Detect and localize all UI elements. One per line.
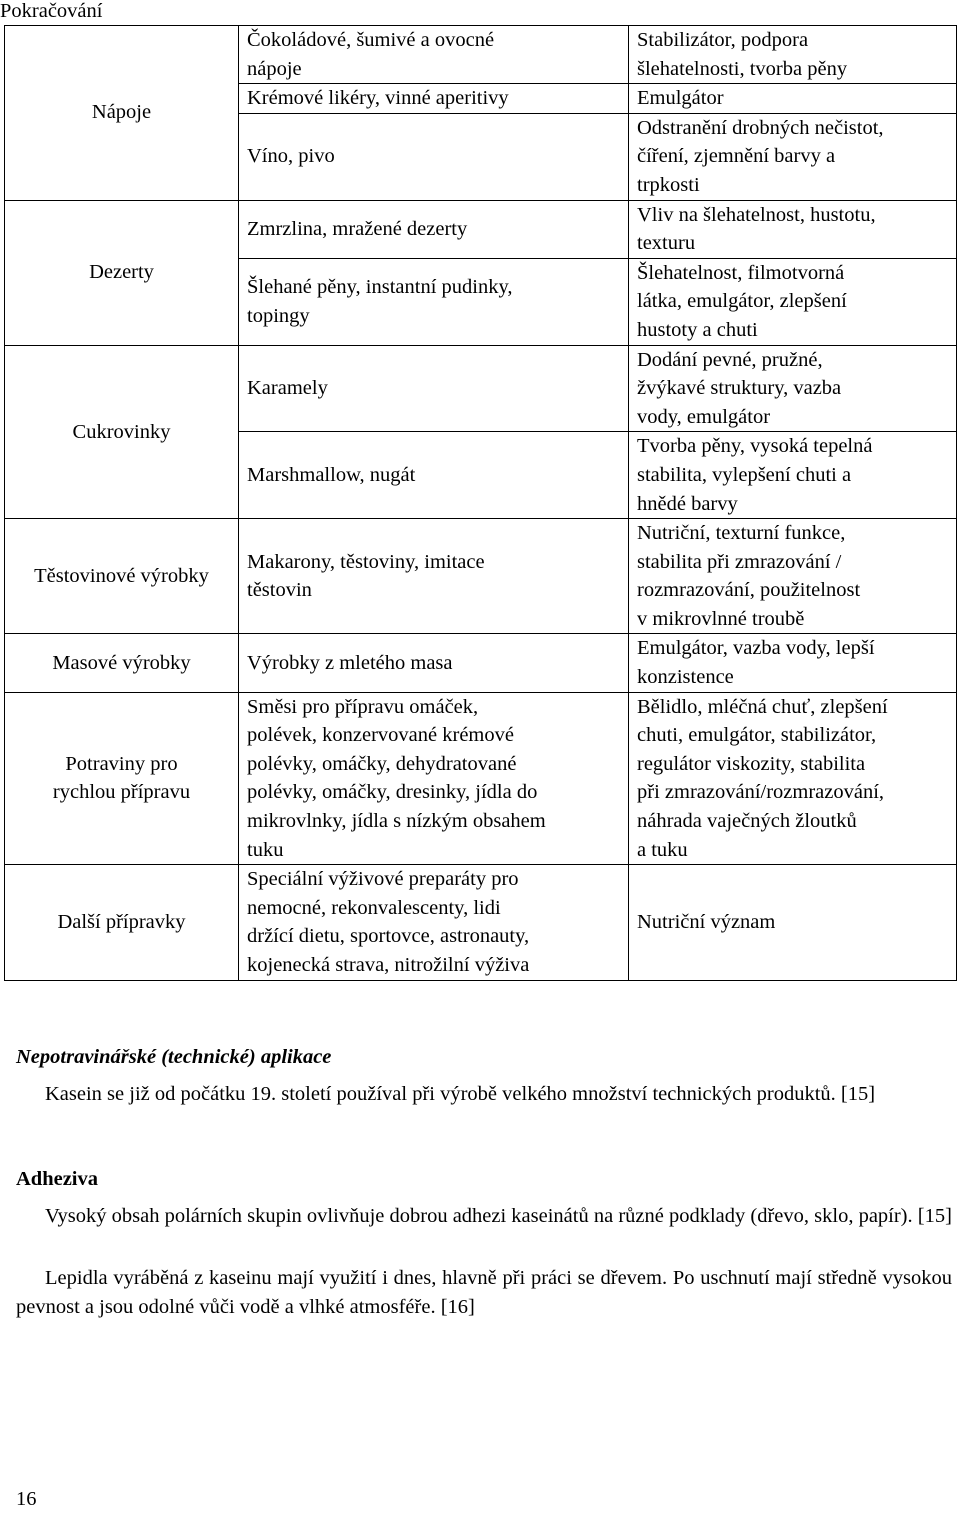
function-text: Nutriční, texturní funkce, bbox=[637, 522, 846, 545]
category-text: Další přípravky bbox=[57, 911, 186, 934]
product-cell bbox=[239, 634, 629, 692]
function-text: v mikrovlnné troubě bbox=[637, 607, 805, 630]
function-text: Stabilizátor, podpora bbox=[637, 29, 809, 51]
product-text: Karamely bbox=[247, 377, 328, 400]
table-row bbox=[5, 634, 957, 692]
table-row bbox=[5, 26, 957, 84]
product-text: Výrobky z mletého masa bbox=[247, 651, 453, 674]
product-cell bbox=[239, 345, 629, 432]
function-text: Odstranění drobných nečistot, bbox=[637, 116, 884, 139]
table-row bbox=[5, 200, 957, 258]
product-text: Marshmallow, nugát bbox=[247, 463, 416, 486]
product-text: Speciální výživové preparáty pro bbox=[247, 868, 519, 891]
product-text: tuku bbox=[247, 838, 284, 861]
function-text: Dodání pevné, pružné, bbox=[637, 348, 823, 371]
product-cell bbox=[239, 258, 629, 345]
function-text: vody, emulgátor bbox=[637, 405, 771, 428]
function-text: stabilita, vylepšení chuti a bbox=[637, 463, 852, 486]
category-text: Nápoje bbox=[91, 101, 152, 124]
function-text: Bělidlo, mléčná chuť, zlepšení bbox=[637, 695, 888, 718]
paragraph-adhesives-1: Vysoký obsah polárních skupin ovlivňuje dobrou adhezi kaseinátů na různé podklady (dřevo, sklo, papír). [15] bbox=[45, 1205, 952, 1227]
function-cell bbox=[629, 345, 957, 432]
category-cell bbox=[5, 634, 239, 692]
function-text: Emulgátor bbox=[637, 87, 724, 110]
product-text: polévek, konzervované krémové bbox=[247, 724, 514, 747]
product-text: Šlehané pěny, instantní pudinky, bbox=[247, 276, 513, 299]
category-cell bbox=[5, 692, 239, 865]
product-text: kojenecká strava, nitrožilní výživa bbox=[247, 954, 530, 976]
page-number: 16 bbox=[16, 1488, 37, 1510]
function-text: Tvorba pěny, vysoká tepelná bbox=[637, 435, 873, 458]
function-text: hnědé barvy bbox=[637, 492, 738, 515]
product-text: nápoje bbox=[247, 57, 302, 80]
table-row bbox=[5, 345, 957, 432]
product-cell bbox=[239, 865, 629, 980]
product-text: Krémové likéry, vinné aperitivy bbox=[247, 87, 509, 110]
category-cell bbox=[5, 26, 239, 201]
function-cell bbox=[629, 200, 957, 258]
function-text: šlehatelnosti, tvorba pěny bbox=[637, 57, 848, 80]
applications-table bbox=[4, 25, 957, 981]
product-text: topingy bbox=[247, 304, 310, 327]
product-cell bbox=[239, 113, 629, 200]
product-text: těstovin bbox=[247, 579, 312, 602]
category-cell bbox=[5, 865, 239, 980]
product-cell bbox=[239, 432, 629, 519]
product-text: Makarony, těstoviny, imitace bbox=[247, 550, 485, 573]
product-text: Čokoládové, šumivé a ovocné bbox=[247, 29, 495, 51]
function-text: rozmrazování, použitelnost bbox=[637, 579, 861, 602]
category-text: Těstovinové výrobky bbox=[34, 564, 209, 587]
function-text: žvýkavé struktury, vazba bbox=[637, 377, 842, 400]
category-cell bbox=[5, 519, 239, 634]
function-cell bbox=[629, 113, 957, 200]
product-text: mikrovlnky, jídla s nízkým obsahem bbox=[247, 810, 546, 833]
product-text: Víno, pivo bbox=[247, 145, 335, 168]
product-text: držící dietu, sportovce, astronauty, bbox=[247, 925, 530, 948]
function-cell bbox=[629, 865, 957, 980]
product-cell bbox=[239, 519, 629, 634]
category-text: Masové výrobky bbox=[52, 651, 191, 674]
product-cell bbox=[239, 692, 629, 865]
product-cell bbox=[239, 200, 629, 258]
category-cell bbox=[5, 200, 239, 345]
category-text: rychlou přípravu bbox=[52, 781, 191, 804]
function-text: číření, zjemnění barvy a bbox=[637, 145, 836, 168]
function-cell bbox=[629, 84, 957, 114]
category-text: Cukrovinky bbox=[72, 420, 171, 443]
function-cell bbox=[629, 519, 957, 634]
function-text: trpkosti bbox=[637, 173, 700, 196]
product-text: polévky, omáčky, dresinky, jídla do bbox=[247, 781, 538, 804]
function-cell bbox=[629, 692, 957, 865]
paragraph-technical: Kasein se již od počátku 19. století používal při výrobě velkého množství technických produktů. [15] bbox=[45, 1083, 876, 1105]
function-text: stabilita při zmrazování / bbox=[637, 550, 842, 573]
function-cell bbox=[629, 634, 957, 692]
section-heading-adhesives: Adheziva bbox=[16, 1168, 98, 1190]
table-row bbox=[5, 865, 957, 980]
function-text: hustoty a chuti bbox=[637, 318, 758, 341]
category-text: Dezerty bbox=[89, 261, 154, 284]
continuation-label: Pokračování bbox=[0, 0, 103, 22]
function-text: konzistence bbox=[637, 666, 734, 689]
function-text: látka, emulgátor, zlepšení bbox=[637, 290, 847, 313]
function-text: při zmrazování/rozmrazování, bbox=[637, 781, 885, 804]
product-cell bbox=[239, 26, 629, 84]
function-text: a tuku bbox=[637, 838, 688, 861]
function-text: chuti, emulgátor, stabilizátor, bbox=[637, 724, 877, 747]
function-cell bbox=[629, 26, 957, 84]
function-cell bbox=[629, 432, 957, 519]
function-text: regulátor viskozity, stabilita bbox=[637, 752, 866, 775]
function-text: Emulgátor, vazba vody, lepší bbox=[637, 637, 875, 660]
function-cell bbox=[629, 258, 957, 345]
category-cell bbox=[5, 345, 239, 519]
product-text: polévky, omáčky, dehydratované bbox=[247, 752, 517, 775]
table-row bbox=[5, 692, 957, 865]
paragraph-adhesives-2: Lepidla vyráběná z kaseinu mají využití i dnes, hlavně při práci se dřevem. Po uschnutí mají středně vysokou pevnost a jsou odolné vůči vodě a vlhké atmosféře. [16] bbox=[16, 1267, 952, 1318]
section-heading-technical: Nepotravinářské (technické) aplikace bbox=[16, 1046, 332, 1068]
product-text: nemocné, rekonvalescenty, lidi bbox=[247, 896, 501, 919]
category-text: Potraviny pro bbox=[65, 752, 178, 775]
product-text: Zmrzlina, mražené dezerty bbox=[247, 217, 468, 240]
function-text: Vliv na šlehatelnost, hustotu, bbox=[637, 203, 876, 226]
table-row bbox=[5, 519, 957, 634]
function-text: Nutriční význam bbox=[637, 911, 776, 934]
function-text: texturu bbox=[637, 232, 696, 255]
product-cell bbox=[239, 84, 629, 114]
function-text: Šlehatelnost, filmotvorná bbox=[637, 261, 845, 284]
product-text: Směsi pro přípravu omáček, bbox=[247, 695, 479, 718]
function-text: náhrada vaječných žloutků bbox=[637, 810, 857, 833]
